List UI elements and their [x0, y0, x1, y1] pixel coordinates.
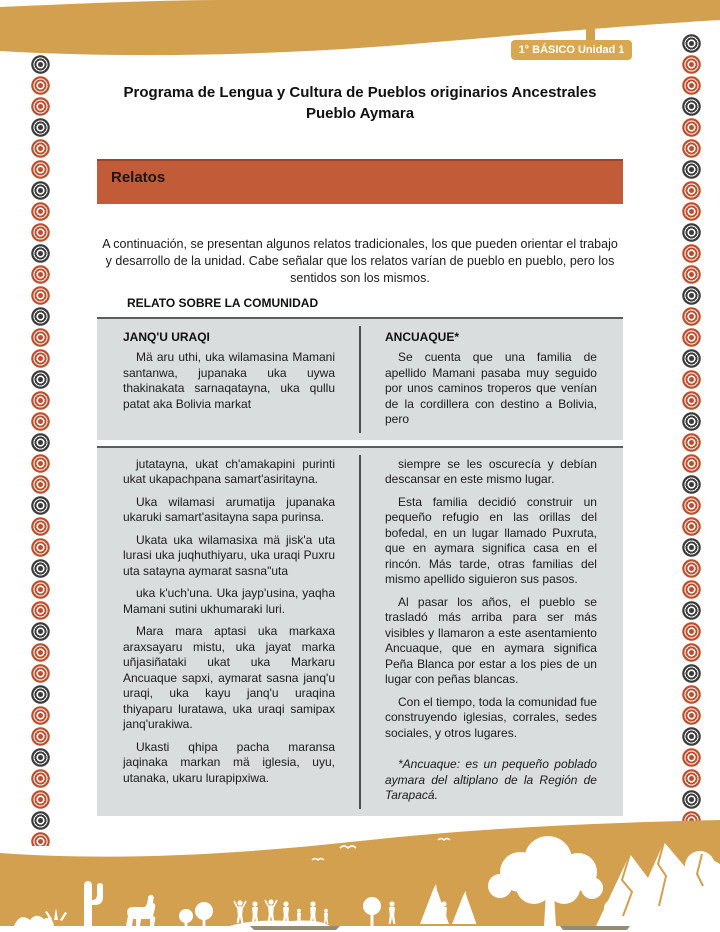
intro-paragraph: A continuación, se presentan algunos relatos tradicionales, los que pueden orientar el trabajo y desarrollo de la unidad. Cabe señalar que los relatos varían de pueblo en pueblo, pero los sentidos son los mismos.	[102, 237, 618, 285]
story-right-paragraph: Esta familia decidió construir un pequeño refugio en las orillas del bofedal, en un lugar llamado Puxruta, que en aymara significa casa en el rincón. Más tarde, otras familias del mismo apellido siguieron sus pasos.	[384, 494, 597, 586]
page-content	[97, 0, 623, 816]
ground-marks	[250, 926, 630, 930]
right-ornament-border	[681, 33, 702, 828]
story-panel-top	[97, 317, 623, 440]
title-line-2: Pueblo Aymara	[305, 105, 415, 122]
story-left-paragraph: Ukata uka wilamasixa mä jisk'a uta lurasi uka juqhuthiyaru, uka uraqi Puxru uta satayna aymarat sasna"uta	[123, 532, 335, 578]
story-right-paragraph: siempre se les oscurecía y debían descansar en este mismo lugar.	[384, 456, 597, 486]
story-left-title: JANQ'U URAQI	[123, 330, 210, 344]
story-left-paragraph: jutatayna, ukat ch'amakapini purinti ukat ukapachpana samart'asiritayna.	[123, 456, 335, 486]
title-line-1: Programa de Lengua y Cultura de Pueblos originarios Ancestrales	[123, 84, 597, 101]
story-panel-bottom	[97, 446, 623, 816]
story-left-paragraph: Uka wilamasi arumatija jupanaka ukaruki samart'asitayna sapa purinsa.	[123, 494, 335, 524]
story-right-title: ANCUAQUE*	[384, 330, 459, 344]
ancuaque-footnote: *Ancuaque: es un pequeño poblado aymara del altiplano de la Región de Tarapacá.	[384, 757, 597, 802]
story-left-paragraph: Mara mara aptasi uka markaxa araxsayaru mistu, uka jayat marka uñjasiñataki ukat uka Markaru Ancuaque sapxi, aymarat sasna janq'u uraqi, uka kayu janq'u uraqina thiyaparu luratawa, uka uraqi samipax janq'urakiwa.	[123, 624, 335, 731]
story-right-column-bottom	[361, 448, 623, 816]
story-right-paragraph: Con el tiempo, toda la comunidad fue construyendo iglesias, corrales, sedes sociales, y otros lugares.	[384, 694, 597, 740]
story-right-intro: Se cuenta que una familia de apellido Mamani pasaba muy seguido por unos caminos troperos que venían de la cordillera con destino a Bolivia, pero	[384, 350, 597, 426]
unit-badge: 1° BÁSICO Unidad 1	[511, 40, 632, 60]
story-left-column-top	[97, 319, 359, 440]
document-title	[97, 82, 623, 124]
story-left-column-bottom	[97, 448, 359, 816]
relato-section-heading: RELATO SOBRE LA COMUNIDAD	[127, 296, 319, 310]
story-right-column-top	[361, 319, 623, 440]
left-ornament-border	[30, 54, 51, 846]
story-left-intro: Mä aru uthi, uka wilamasina Mamani santanwa, jupanaka uka uywa thakinakata sarnaqatayna, uka qullu patat aka Bolivia markat	[123, 350, 335, 411]
story-left-paragraph: Ukasti qhipa pacha maransa jaqinaka markan mä iglesia, uyu, utanaka, ukaru lurapipxiwa.	[123, 739, 335, 785]
story-right-paragraph: Al pasar los años, el pueblo se trasladó más arriba para ser más visibles y llamaron a este asentamiento Ancuaque, que en aymara significa Peña Blanca por estar a los pies de un lugar con peñas blancas.	[384, 594, 597, 686]
relatos-banner-label: Relatos	[111, 169, 166, 186]
footer-illustration	[0, 820, 720, 932]
relatos-banner	[97, 159, 623, 204]
story-left-paragraph: uka k'uch'una. Uka jayp'usina, yaqha Mamani sutini ukhumaraki luri.	[123, 586, 335, 616]
